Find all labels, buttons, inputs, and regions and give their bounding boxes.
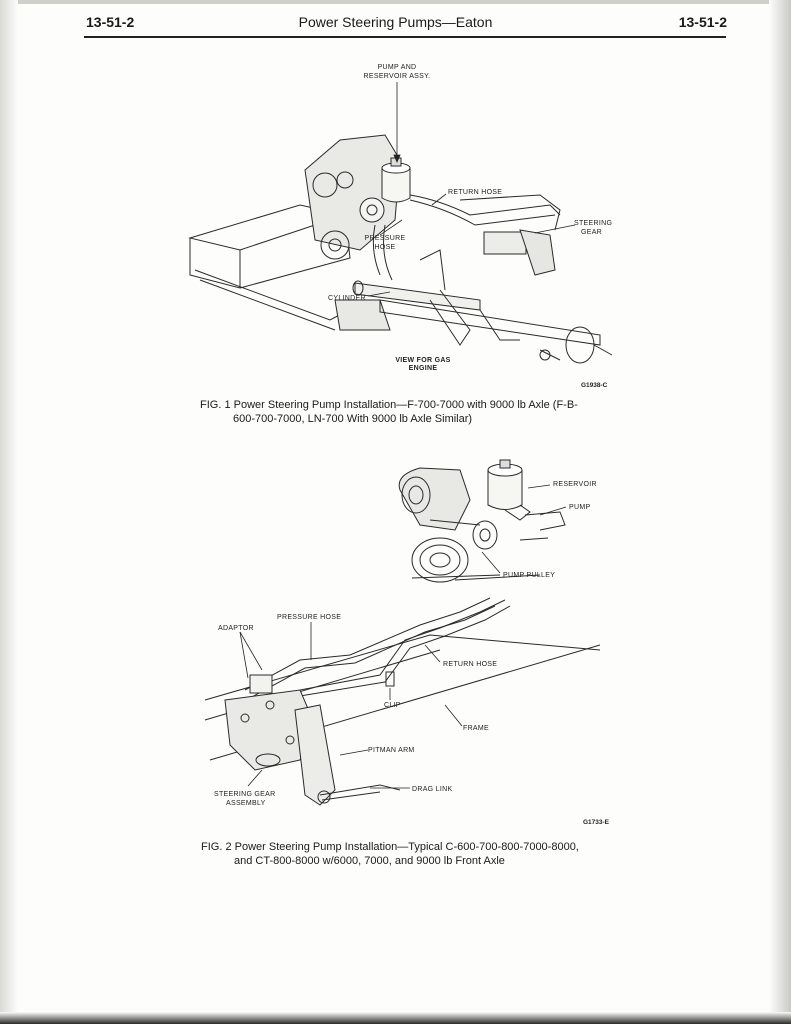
figure-2-caption-line2: and CT-800-8000 w/6000, 7000, and 9000 lb Front Axle <box>234 855 505 867</box>
label-pump-pulley: PUMP PULLEY <box>503 572 556 579</box>
label-return-hose-1: RETURN HOSE <box>448 189 503 196</box>
label-frame: FRAME <box>463 725 489 732</box>
label-pressure-hose: PRESSURE HOSE <box>277 614 342 621</box>
fig2-chassis-drawing <box>205 598 600 805</box>
figure-1-caption-line2: 600-700-7000, LN-700 With 9000 lb Axle Similar) <box>233 413 473 425</box>
fig1-drawing <box>190 135 612 363</box>
label-gear-1: GEAR <box>581 229 603 236</box>
figure-1-code: G1938-C <box>581 382 608 389</box>
page-number-right: 13-51-2 <box>678 14 727 30</box>
label-drag-link: DRAG LINK <box>412 786 453 793</box>
label-adaptor: ADAPTOR <box>218 625 254 632</box>
label-pump-and: PUMP AND <box>377 64 417 71</box>
figure-2-caption <box>201 840 621 868</box>
label-clip: CLIP <box>384 702 401 709</box>
label-steering-1: STEERING <box>574 220 613 227</box>
fig2-pump-drawing <box>399 460 565 582</box>
label-cylinder: CYLINDER <box>328 295 366 302</box>
label-engine: ENGINE <box>408 365 438 372</box>
label-assembly: ASSEMBLY <box>226 800 266 807</box>
label-steering-gear-2: STEERING GEAR <box>214 791 276 798</box>
label-return-hose-2: RETURN HOSE <box>443 661 498 668</box>
figure-2-code: G1733-E <box>583 819 610 826</box>
page-number-left: 13-51-2 <box>86 14 135 30</box>
figure-1-caption-line1: FIG. 1 Power Steering Pump Installation—F-700-7000 with 9000 lb Axle (F-B- <box>200 399 578 411</box>
label-hose-1: HOSE <box>374 244 396 251</box>
label-reservoir-assy: RESERVOIR ASSY. <box>363 73 431 80</box>
label-reservoir: RESERVOIR <box>553 481 597 488</box>
figure-2-caption-line1: FIG. 2 Power Steering Pump Installation—Typical C-600-700-800-7000-8000, <box>201 841 579 853</box>
label-pitman-arm: PITMAN ARM <box>368 747 415 754</box>
label-view-for-gas: VIEW FOR GAS <box>395 357 451 364</box>
page-title: Power Steering Pumps—Eaton <box>298 14 493 30</box>
figure-1-caption <box>200 398 620 426</box>
label-pump: PUMP <box>569 504 591 511</box>
label-pressure-1: PRESSURE <box>364 235 406 242</box>
